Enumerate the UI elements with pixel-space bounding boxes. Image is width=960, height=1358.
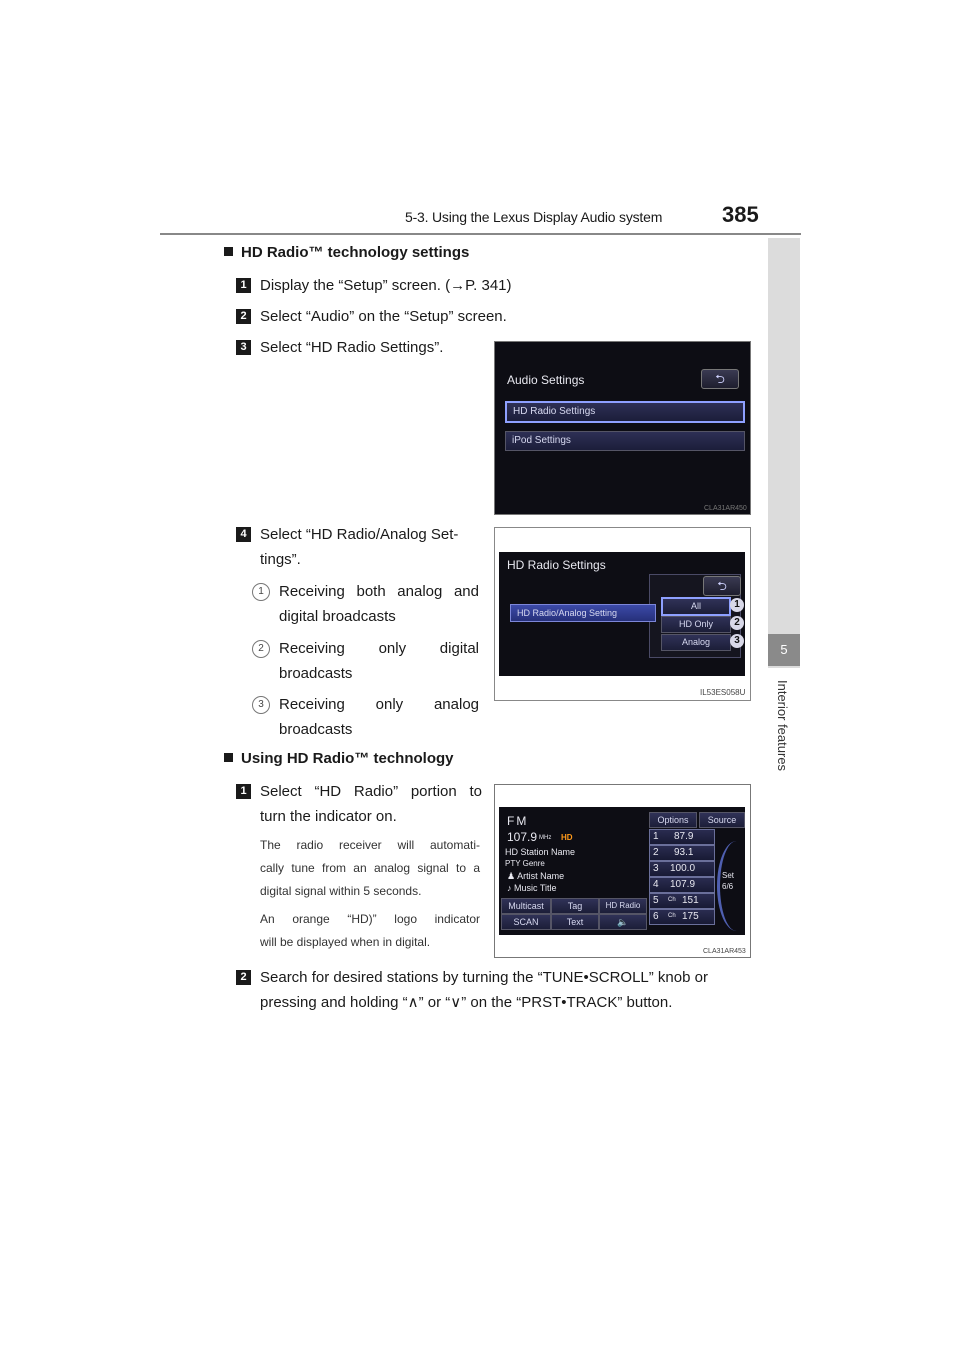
text-button[interactable]: Text xyxy=(551,914,599,930)
image-code: IL53ES058U xyxy=(700,688,746,697)
options-button[interactable]: Options xyxy=(649,812,697,828)
hd-radio-analog-setting-row[interactable]: HD Radio/Analog Setting xyxy=(510,604,656,622)
step-number: 1 xyxy=(236,278,251,293)
preset-list xyxy=(649,829,717,933)
set-page: 6/6 xyxy=(722,882,734,891)
square-bullet-icon xyxy=(224,247,233,256)
audio-settings-screen xyxy=(494,341,751,515)
step-text: Select “HD Radio Settings”. xyxy=(260,339,444,356)
option-analog-button[interactable]: Analog xyxy=(661,634,731,651)
image-code: CLA31AR453 xyxy=(703,948,746,955)
option-hd-only-button[interactable]: HD Only xyxy=(661,616,731,633)
chapter-number: 5 xyxy=(768,634,800,666)
step-number: 4 xyxy=(236,527,251,542)
back-arrow-icon: ⮌ xyxy=(717,579,727,593)
music-note-icon: ♪ xyxy=(507,883,512,893)
option-all-button[interactable]: All xyxy=(661,597,731,616)
callout-2: 2 xyxy=(730,616,744,630)
step-text: Search for desired stations by turning the “TUNE•SCROLL” knob or pressing and holding “∧” or “∨” on the “PRST•TRACK” button. xyxy=(260,969,708,1011)
screen-title: HD Radio Settings xyxy=(507,558,606,572)
source-button[interactable]: Source xyxy=(699,812,745,828)
option-number: 3 xyxy=(252,696,270,714)
station-name: HD Station Name xyxy=(505,847,576,857)
note-paragraph: The radio receiver will automati- cally tune from an analog signal to a digital signal within 5 seconds. xyxy=(260,838,480,898)
preset-button[interactable]: 3 100.0 xyxy=(649,861,715,877)
frequency: 107.9 xyxy=(507,830,538,844)
sound-button[interactable] xyxy=(599,914,647,930)
fm-radio-screen xyxy=(494,784,751,958)
hd-radio-settings-screen xyxy=(494,527,751,701)
hd-radio-settings-button[interactable]: HD Radio Settings xyxy=(505,401,745,423)
step-text: Select “Audio” on the “Setup” screen. xyxy=(260,308,507,325)
page-header-title: 5-3. Using the Lexus Display Audio system xyxy=(405,209,663,225)
step-number: 2 xyxy=(236,309,251,324)
step-text: Display the “Setup” screen. (→P. 341) xyxy=(260,277,512,294)
option-number: 2 xyxy=(252,640,270,658)
option-number: 1 xyxy=(252,583,270,601)
header-rule xyxy=(160,233,801,235)
callout-1: 1 xyxy=(730,598,744,612)
preset-button[interactable]: 5 Ch 151 xyxy=(649,893,715,909)
preset-button[interactable]: 4 107.9 xyxy=(649,877,715,893)
genre: PTY Genre xyxy=(505,859,545,868)
back-button[interactable] xyxy=(701,369,739,389)
step-number: 1 xyxy=(236,784,251,799)
hd-radio-button[interactable]: HD Radio xyxy=(599,898,647,914)
preset-button[interactable]: 2 93.1 xyxy=(649,845,715,861)
note-paragraph: An orange “HD)” logo indicator will be displayed when in digital. xyxy=(260,912,480,949)
chapter-side-tab xyxy=(768,238,800,668)
person-icon: ♟ xyxy=(507,871,516,881)
back-arrow-icon: ⮌ xyxy=(715,372,725,386)
section-heading-using-hd: Using HD Radio™ technology xyxy=(224,750,454,767)
scan-button[interactable]: SCAN xyxy=(501,914,551,930)
multicast-button[interactable]: Multicast xyxy=(501,898,551,914)
option-text: Receiving only digital broadcasts xyxy=(279,640,479,682)
screen-title: Audio Settings xyxy=(507,373,585,387)
back-button[interactable] xyxy=(703,576,741,596)
section-heading-hd-settings: HD Radio™ technology settings xyxy=(224,244,469,261)
callout-3: 3 xyxy=(730,634,744,648)
square-bullet-icon xyxy=(224,753,233,762)
speaker-icon: 🔈 xyxy=(617,917,629,927)
step-text: Select “HD Radio/Analog Set- tings”. xyxy=(260,526,459,568)
chapter-label: Interior features xyxy=(775,680,790,772)
step-number: 2 xyxy=(236,970,251,985)
band-label: FM xyxy=(507,814,529,828)
preset-button[interactable]: 6 Ch 175 xyxy=(649,909,715,925)
frequency-unit: MHz xyxy=(539,835,552,841)
preset-button[interactable]: 1 87.9 xyxy=(649,829,715,845)
step-text: Select “HD Radio” portion to turn the indicator on. xyxy=(260,783,482,825)
title-row: ♪ Music Title xyxy=(507,883,557,893)
page-number: 385 xyxy=(722,202,759,227)
tag-button[interactable]: Tag xyxy=(551,898,599,914)
option-text: Receiving both analog and digital broadcasts xyxy=(279,583,479,625)
hd-logo-icon: HD xyxy=(561,833,573,842)
image-code: CLA31AR450 xyxy=(704,505,747,512)
set-label: Set xyxy=(722,871,735,880)
artist-row: ♟ Artist Name xyxy=(507,871,565,881)
option-text: Receiving only analog broadcasts xyxy=(279,696,479,738)
ipod-settings-button[interactable]: iPod Settings xyxy=(505,431,745,451)
step-number: 3 xyxy=(236,340,251,355)
